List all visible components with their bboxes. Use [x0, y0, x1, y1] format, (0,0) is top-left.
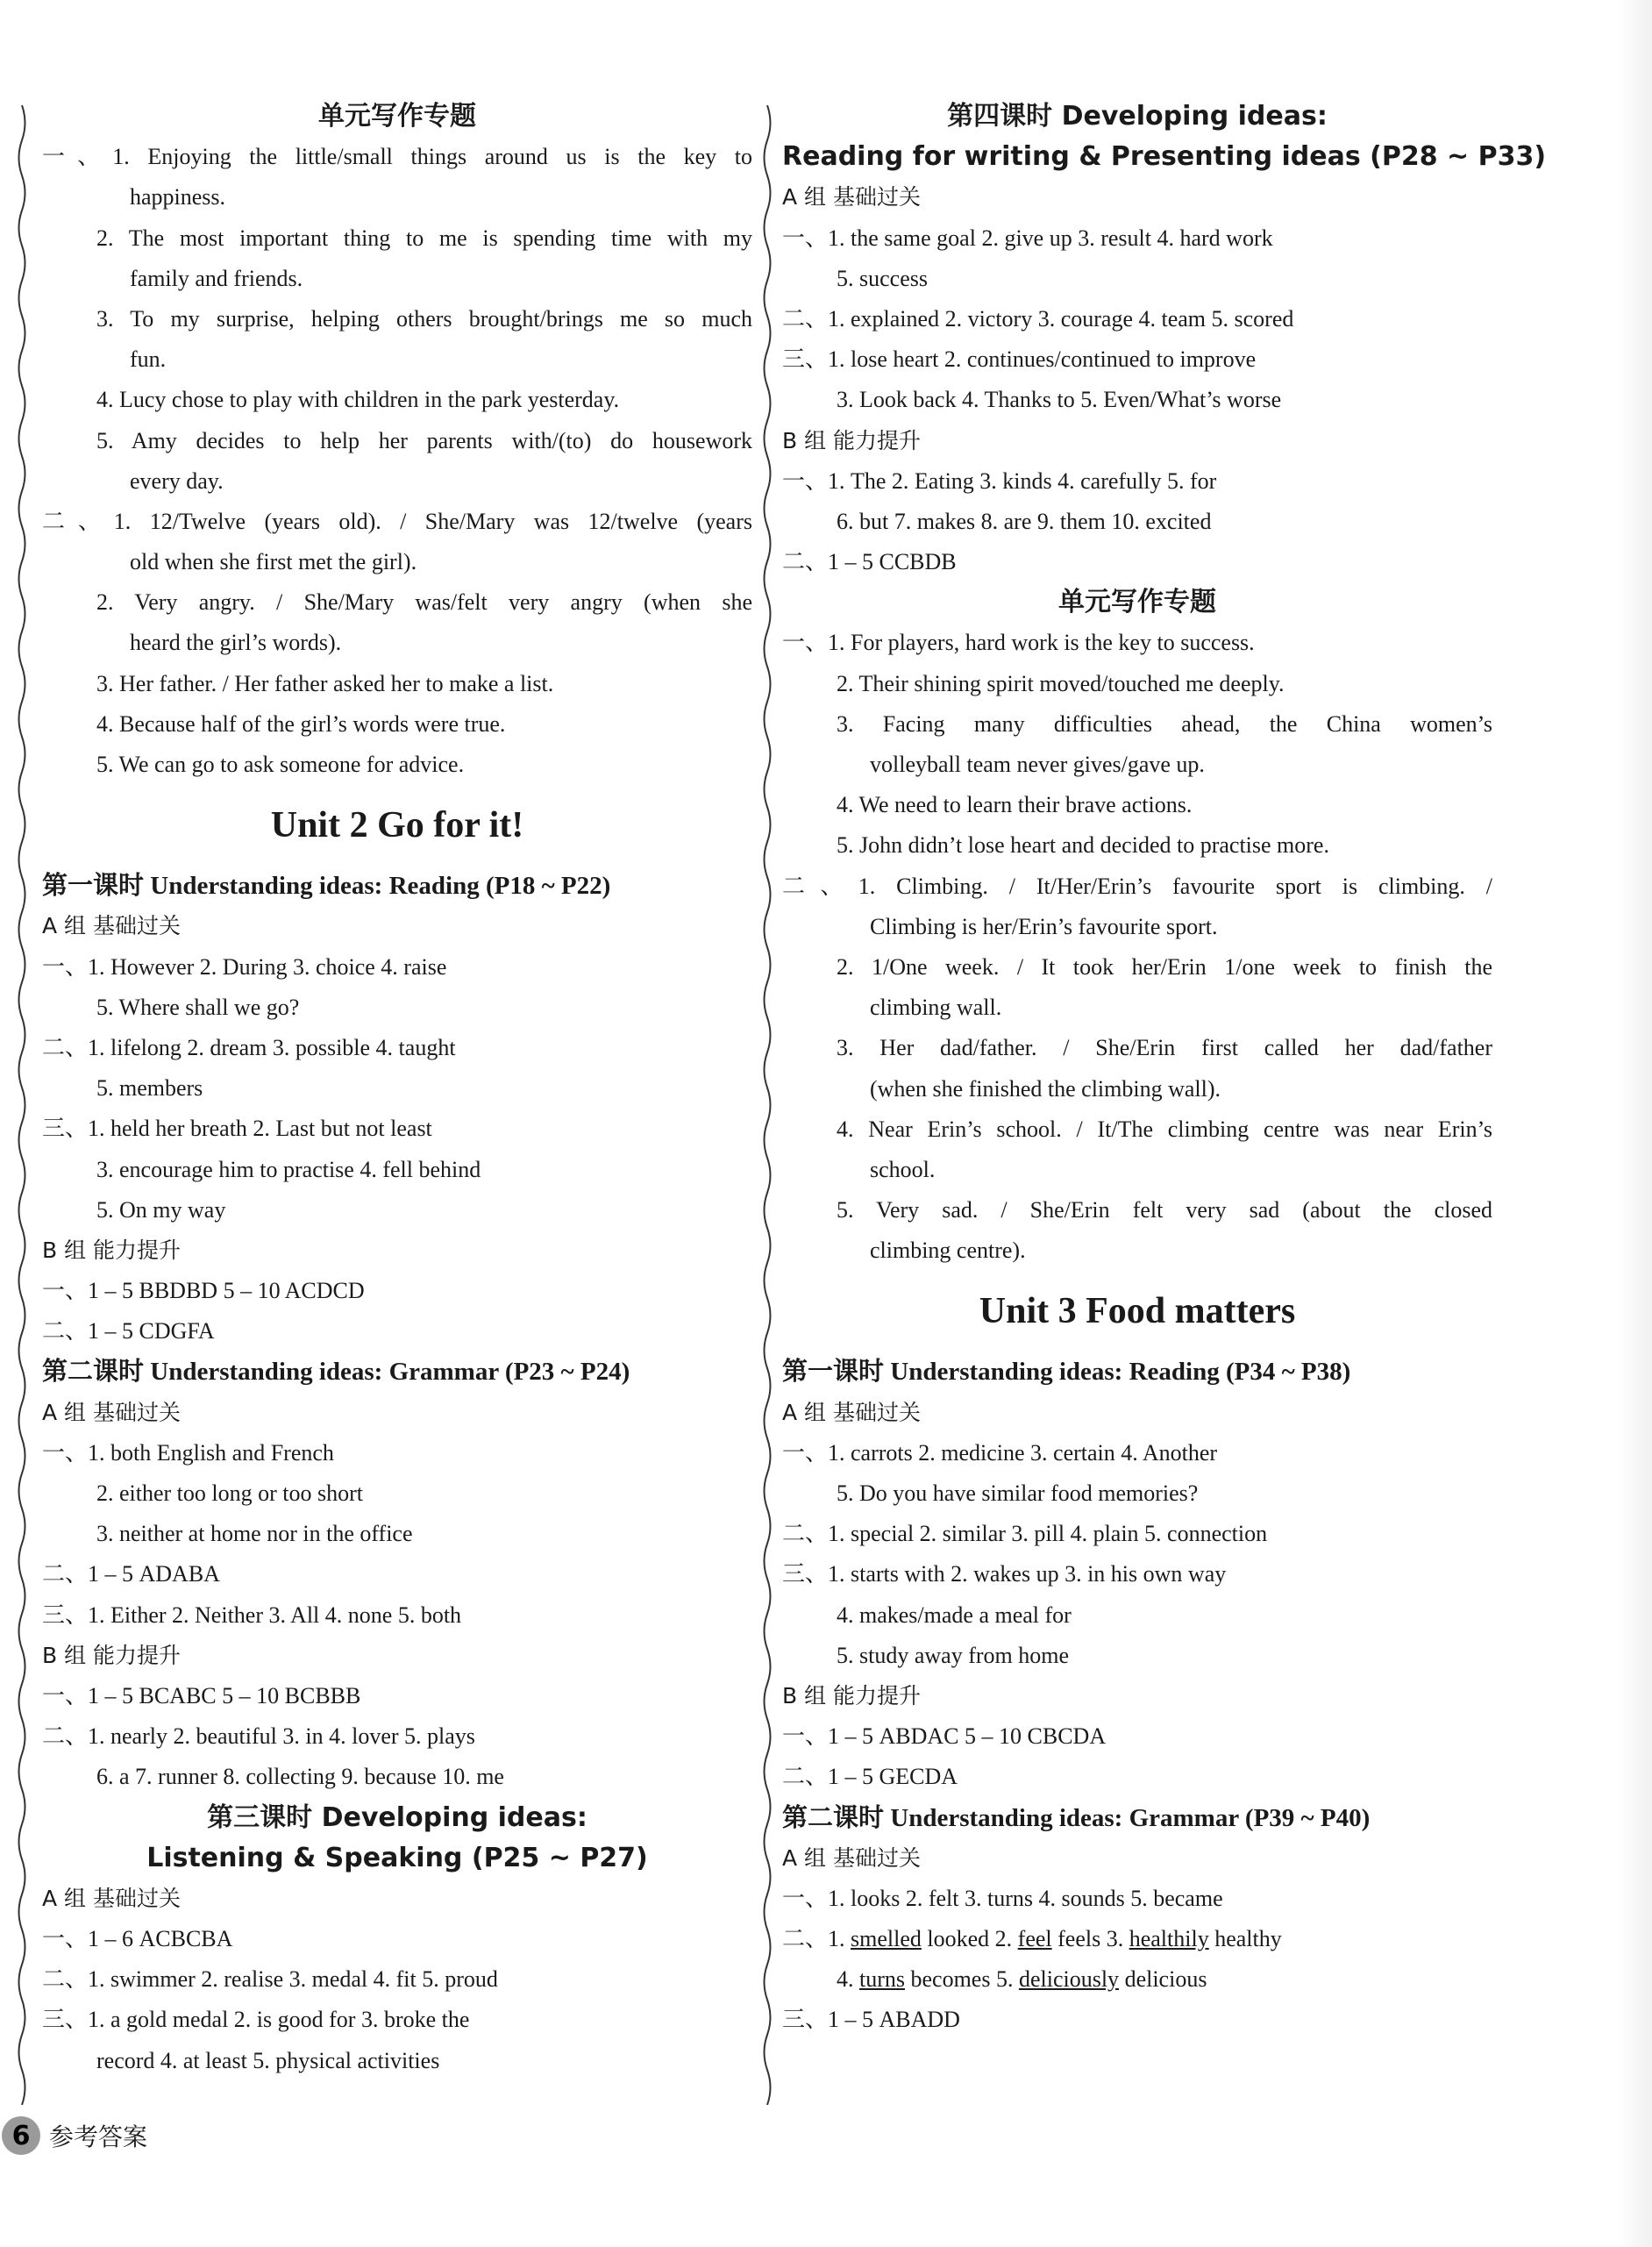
- group-label: B 组 能力提升: [782, 427, 922, 453]
- answer-line: 5. On my way: [96, 1196, 226, 1223]
- answer-line: 4. makes/made a meal for: [837, 1601, 1072, 1628]
- group-label: A 组 基础过关: [42, 1399, 181, 1425]
- answer-line: (when she finished the climbing wall).: [870, 1075, 1221, 1102]
- answer-line: 二、1 – 5 CCBDB: [782, 549, 957, 575]
- section-heading: 单元写作专题: [318, 101, 476, 132]
- answer-line: 5. Very sad. / She/Erin felt very sad (about the closed: [837, 1197, 1492, 1223]
- answer-line: 三、1. Either 2. Neither 3. All 4. none 5. both: [42, 1601, 462, 1628]
- left-answer-column: [42, 96, 752, 2081]
- answer-line: 6. but 7. makes 8. are 9. them 10. excited: [837, 508, 1212, 534]
- answer-line: 一、1. For players, hard work is the key to success.: [782, 630, 1255, 656]
- answer-line: 一、1 – 6 ACBCBA: [42, 1926, 233, 1952]
- answer-line: 4. Lucy chose to play with children in the park yesterday.: [96, 387, 620, 413]
- answer-line: school.: [870, 1156, 936, 1182]
- answer-line: volleyball team never gives/gave up.: [870, 752, 1205, 777]
- lesson-heading: 第一课时 Understanding ideas: Reading (P34 ~ P38): [782, 1358, 1351, 1387]
- answer-line: climbing wall.: [870, 995, 1002, 1021]
- section-heading: 第四课时 Developing ideas:: [947, 101, 1328, 132]
- answer-line: 3. Look back 4. Thanks to 5. Even/What’s worse: [837, 387, 1282, 413]
- answer-line: 3. Her dad/father. / She/Erin first called her dad/father: [837, 1035, 1492, 1061]
- lesson-heading: 第二课时 Understanding ideas: Grammar (P39 ~ P40): [782, 1803, 1371, 1832]
- answer-line: 三、1. lose heart 2. continues/continued to improve: [782, 346, 1257, 373]
- group-label: A 组 基础过关: [42, 913, 181, 939]
- answer-line: 一、1. carrots 2. medicine 3. certain 4. Another: [782, 1439, 1218, 1466]
- answer-line: 二、1. special 2. similar 3. pill 4. plain 5. connection: [782, 1521, 1268, 1547]
- answer-line: 4. Near Erin’s school. / It/The climbing centre was near Erin’s: [837, 1116, 1492, 1142]
- column-divider: [761, 105, 773, 2105]
- answer-line: 6. a 7. runner 8. collecting 9. because 10. me: [96, 1764, 504, 1790]
- binding-edge-left: [16, 105, 28, 2105]
- answer-line: 3. To my surprise, helping others brought/brings me so much: [96, 305, 752, 332]
- answer-line: Climbing is her/Erin’s favourite sport.: [870, 913, 1218, 939]
- answer-line: 一、1. However 2. During 3. choice 4. raise: [42, 953, 447, 980]
- group-label: A 组 基础过关: [782, 1844, 921, 1871]
- answer-line: 一、1 – 5 ABDAC 5 – 10 CBCDA: [782, 1723, 1107, 1750]
- page-number-badge: 6: [2, 2116, 40, 2155]
- answer-line: 5. Amy decides to help her parents with/(to) do housework: [96, 427, 752, 453]
- answer-line-underlined: 4. turns becomes 5. deliciously delicious: [837, 1966, 1207, 1993]
- answer-line-underlined: 二、1. smelled looked 2. feel feels 3. healthily healthy: [782, 1926, 1282, 1952]
- answer-line: 三、1. starts with 2. wakes up 3. in his own way: [782, 1561, 1227, 1587]
- answer-line: 三、1 – 5 ABADD: [782, 2007, 960, 2033]
- answer-line: 三、1. a gold medal 2. is good for 3. broke the: [42, 2007, 470, 2033]
- group-label: B 组 能力提升: [42, 1642, 182, 1668]
- answer-line: 4. Because half of the girl’s words were true.: [96, 710, 506, 737]
- answer-line: family and friends.: [130, 265, 303, 291]
- answer-line: heard the girl’s words).: [130, 630, 342, 656]
- answer-line: 3. Her father. / Her father asked her to make a list.: [96, 670, 554, 696]
- answer-line: 2. 1/One week. / It took her/Erin 1/one week to finish the: [837, 953, 1492, 980]
- scan-edge: [1617, 0, 1652, 2247]
- answer-line: 2. Their shining spirit moved/touched me deeply.: [837, 670, 1285, 696]
- group-label: A 组 基础过关: [782, 184, 921, 210]
- answer-line: 一、1 – 5 BBDBD 5 – 10 ACDCD: [42, 1278, 365, 1304]
- answer-line: every day.: [130, 467, 224, 494]
- answer-line: 二、1 – 5 ADABA: [42, 1561, 220, 1587]
- answer-line: 一、1. both English and French: [42, 1439, 334, 1466]
- section-heading: 第三课时 Developing ideas:: [207, 1801, 587, 1833]
- section-heading: 单元写作专题: [1058, 587, 1216, 618]
- answer-line: 4. We need to learn their brave actions.: [837, 792, 1193, 818]
- answer-line: 二、1. lifelong 2. dream 3. possible 4. taught: [42, 1034, 456, 1060]
- answer-line: 5. Where shall we go?: [96, 994, 300, 1020]
- answer-line: record 4. at least 5. physical activities: [96, 2047, 440, 2073]
- answer-line: fun.: [130, 346, 167, 373]
- answer-line: 一、1. Enjoying the little/small things around us is the key to: [42, 144, 752, 170]
- answer-line: 5. members: [96, 1075, 203, 1102]
- group-label: A 组 基础过关: [782, 1399, 921, 1425]
- answer-line: 5. study away from home: [837, 1642, 1070, 1668]
- answer-line: 二、1. swimmer 2. realise 3. medal 4. fit 5. proud: [42, 1966, 498, 1993]
- answer-line: 2. The most important thing to me is spending time with my: [96, 225, 752, 251]
- answer-line: 2. Very angry. / She/Mary was/felt very angry (when she: [96, 589, 752, 616]
- answer-line: 5. Do you have similar food memories?: [837, 1480, 1199, 1506]
- answer-line: 2. either too long or too short: [96, 1480, 364, 1506]
- lesson-heading: 第二课时 Understanding ideas: Grammar (P23 ~ P24): [42, 1358, 630, 1387]
- footer-label: 参考答案: [49, 2122, 148, 2151]
- answer-line: 一、1. the same goal 2. give up 3. result 4. hard work: [782, 225, 1273, 251]
- answer-line: old when she first met the girl).: [130, 549, 417, 575]
- answer-line: 二、1. Climbing. / It/Her/Erin’s favourite sport is climbing. /: [782, 873, 1492, 899]
- group-label: B 组 能力提升: [42, 1237, 182, 1263]
- answer-line: 二、1. 12/Twelve (years old). / She/Mary was 12/twelve (years: [42, 508, 752, 534]
- answer-line: 5. We can go to ask someone for advice.: [96, 752, 465, 777]
- answer-line: 3. neither at home nor in the office: [96, 1521, 413, 1547]
- answer-line: 二、1 – 5 CDGFA: [42, 1318, 215, 1345]
- unit-title: Unit 3 Food matters: [979, 1291, 1296, 1332]
- answer-line: 5. John didn’t lose heart and decided to practise more.: [837, 832, 1329, 859]
- answer-line: 一、1. looks 2. felt 3. turns 4. sounds 5. became: [782, 1885, 1223, 1911]
- answer-line: climbing centre).: [870, 1238, 1026, 1264]
- answer-line: 3. encourage him to practise 4. fell behind: [96, 1156, 481, 1182]
- answer-line: 3. Facing many difficulties ahead, the China women’s: [837, 710, 1492, 737]
- answer-line: 5. success: [837, 265, 928, 291]
- answer-line: 二、1. nearly 2. beautiful 3. in 4. lover 5. plays: [42, 1723, 475, 1750]
- unit-title: Unit 2 Go for it!: [270, 805, 524, 846]
- answer-line: 一、1 – 5 BCABC 5 – 10 BCBBB: [42, 1682, 361, 1708]
- answer-line: happiness.: [130, 184, 226, 210]
- lesson-heading: 第一课时 Understanding ideas: Reading (P18 ~ P22): [42, 872, 611, 901]
- answer-line: 一、1. The 2. Eating 3. kinds 4. carefully 5. for: [782, 467, 1217, 494]
- group-label: A 组 基础过关: [42, 1885, 181, 1911]
- right-answer-column: [782, 96, 1547, 2041]
- answer-line: 三、1. held her breath 2. Last but not least: [42, 1116, 432, 1142]
- group-label: B 组 能力提升: [782, 1682, 922, 1708]
- answer-line: 二、1. explained 2. victory 3. courage 4. team 5. scored: [782, 305, 1294, 332]
- page-footer: [2, 2114, 147, 2158]
- section-heading: Reading for writing & Presenting ideas (P28 ~ P33): [782, 141, 1547, 173]
- answer-line: 二、1 – 5 GECDA: [782, 1764, 958, 1790]
- section-heading: Listening & Speaking (P25 ~ P27): [146, 1842, 648, 1873]
